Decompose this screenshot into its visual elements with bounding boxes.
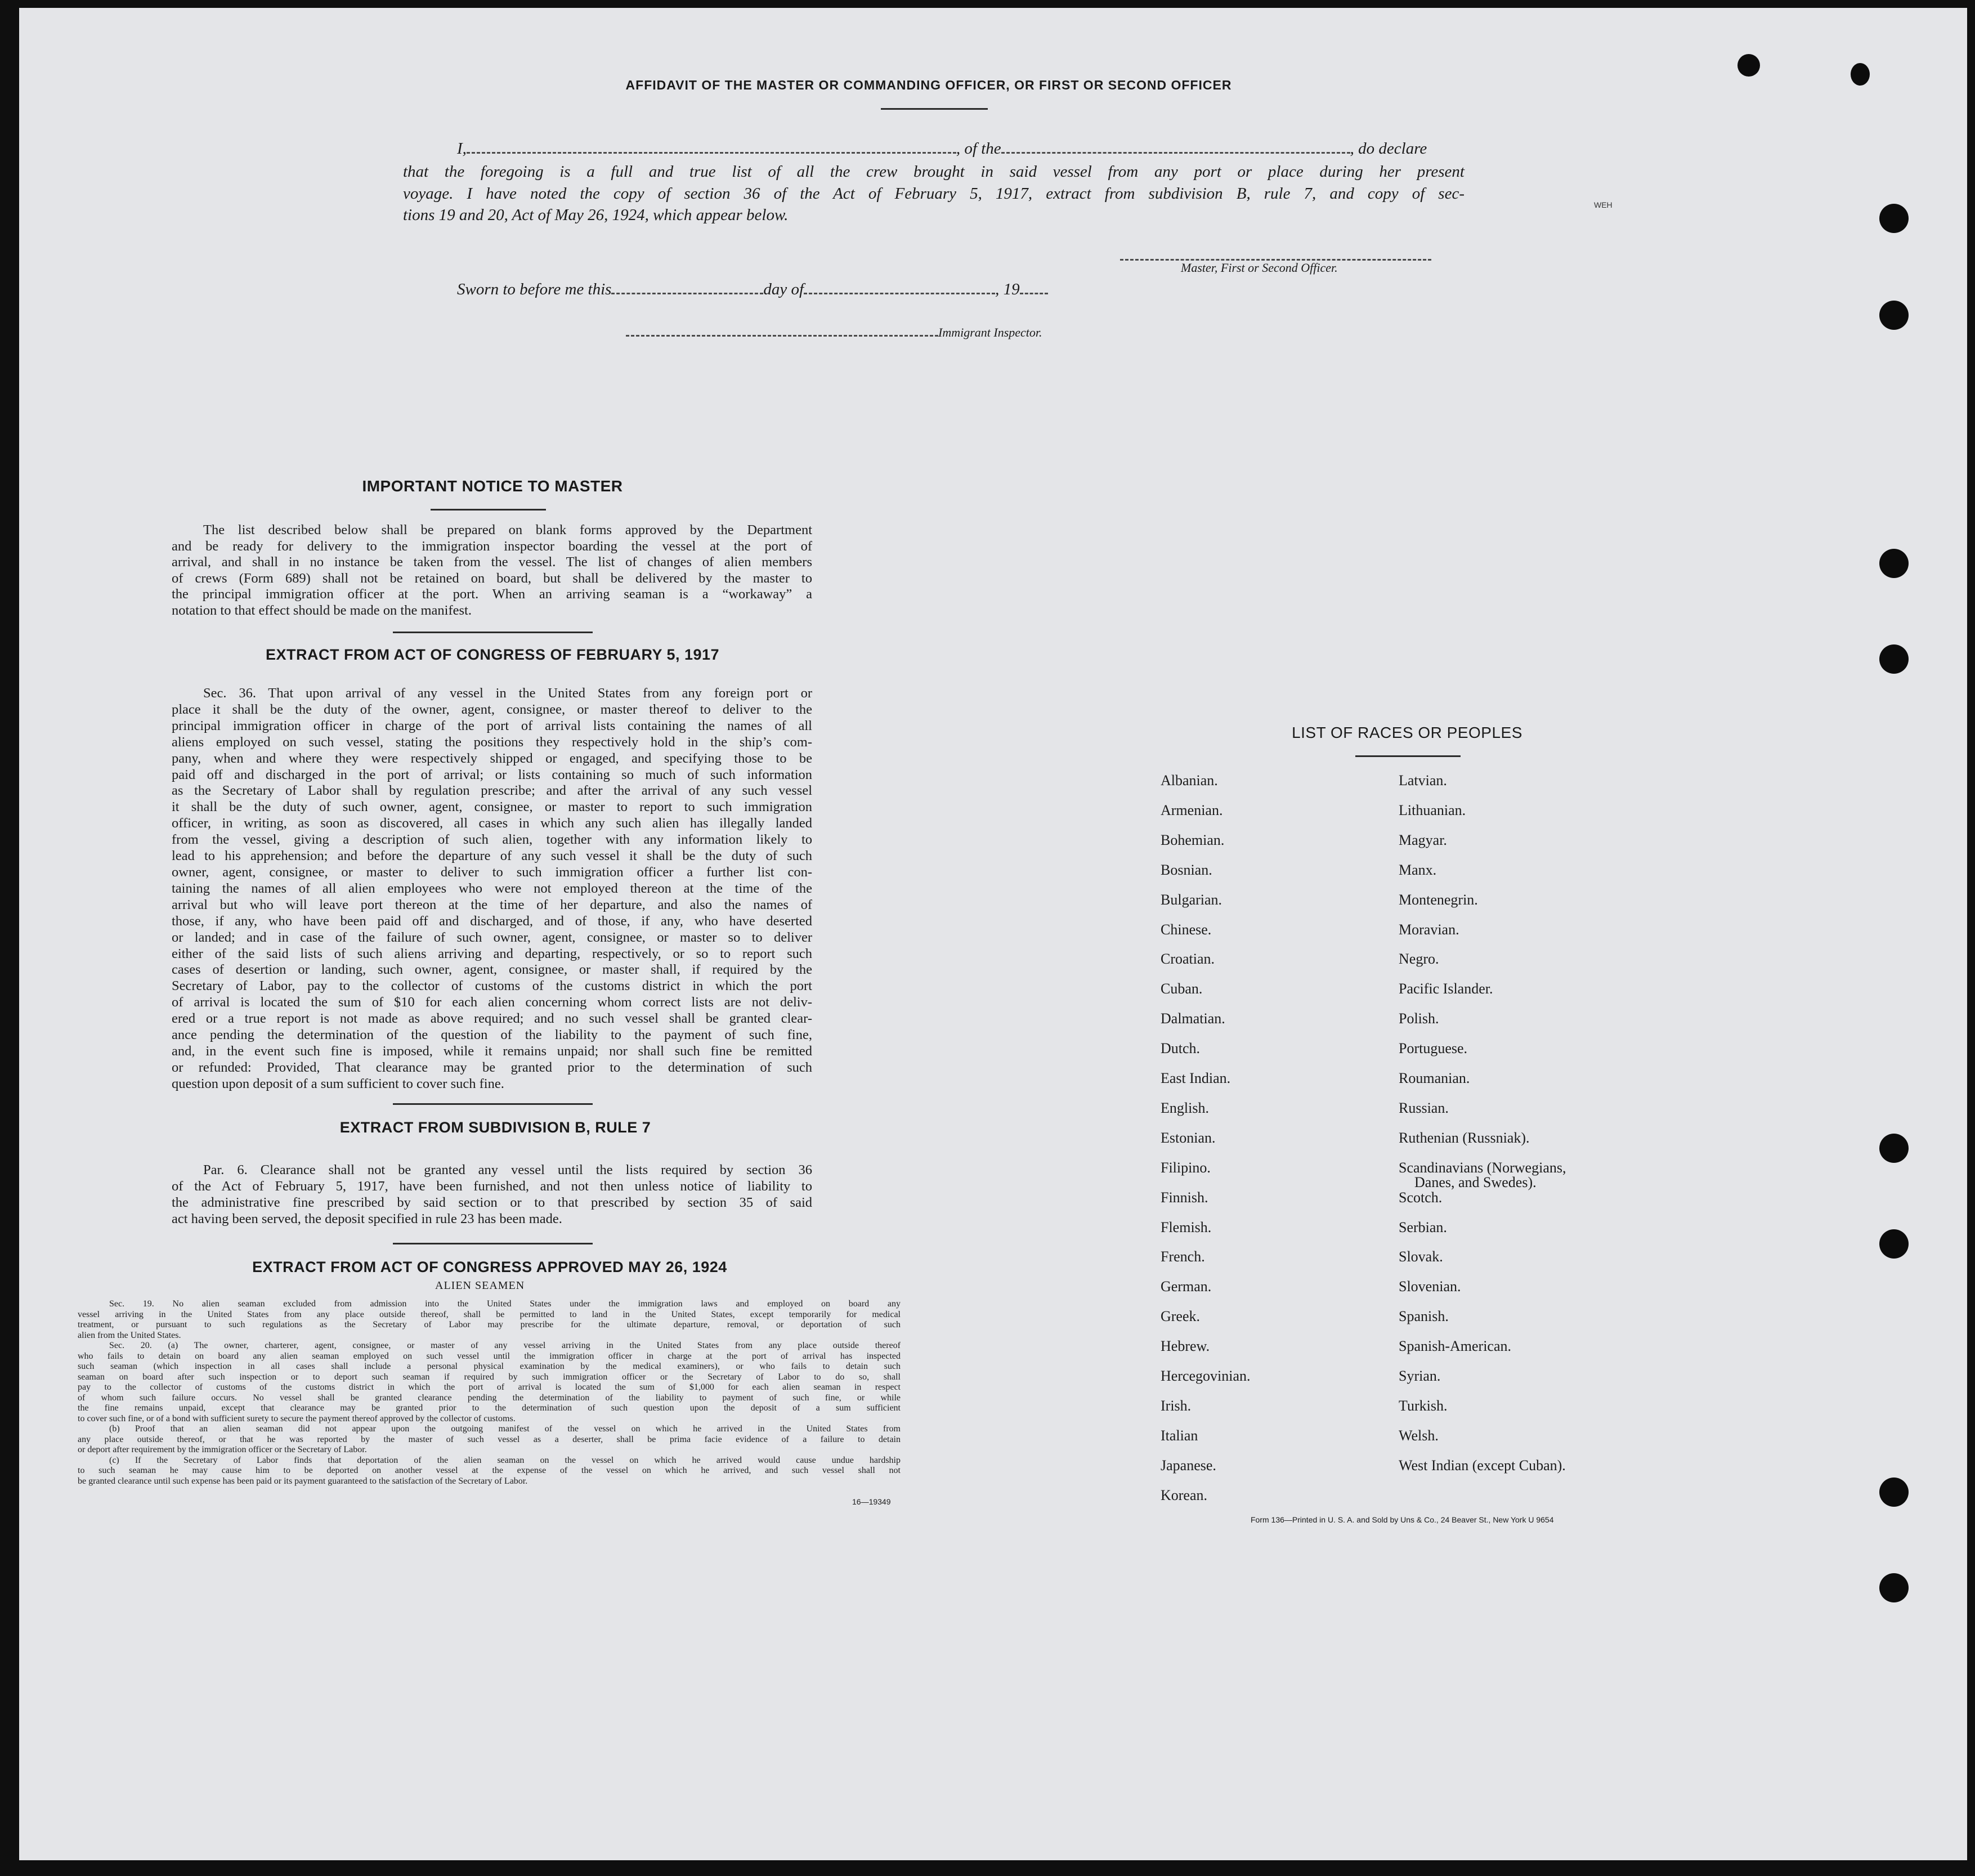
text-line: seaman on board after such inspection or to deport such seaman if required by such immigration officer or the Secretary of Labor to do so, shall xyxy=(78,1372,901,1382)
text-line: it shall be the duty of such owner, agent, consignee, or master to report to such immigration xyxy=(172,799,812,815)
text-line: any place outside thereof, or that he was reported by the master of such vessel as a deserter, shall be prima facie evidence of a failure to detain xyxy=(78,1434,901,1444)
extract-1917-end-rule xyxy=(393,1103,593,1105)
text-line: alien from the United States. xyxy=(78,1330,181,1340)
punch-hole xyxy=(1879,301,1909,330)
race-item: Cuban. xyxy=(1161,980,1203,997)
race-item: Dalmatian. xyxy=(1161,1010,1225,1027)
race-item: Slovenian. xyxy=(1399,1278,1461,1295)
text-line: notation to that effect should be made on the manifest. xyxy=(172,602,472,618)
race-item: Hercegovinian. xyxy=(1161,1368,1251,1384)
race-item: Korean. xyxy=(1161,1487,1208,1503)
race-item: Portuguese. xyxy=(1399,1040,1468,1057)
extract-rule7-title: EXTRACT FROM SUBDIVISION B, RULE 7 xyxy=(339,1119,651,1136)
scan-border-top xyxy=(0,0,1975,8)
text-line: pay to the collector of customs of the customs district in which the port of arrival is located the sum of $1,000 for each alien seaman in respect xyxy=(78,1382,901,1392)
extract-1917-title: EXTRACT FROM ACT OF CONGRESS OF FEBRUARY 5, 1917 xyxy=(265,646,720,663)
text-line: or deport after requirement by the immigration officer or the Secretary of Labor. xyxy=(78,1445,367,1454)
text-line: be granted clearance until such expense has been paid or its payment guaranteed to the satisfaction of the Secretary of Labor. xyxy=(78,1476,528,1486)
notice-rule xyxy=(431,509,546,511)
affidavit-body-line: tions 19 and 20, Act of May 26, 1924, which appear below. xyxy=(403,206,789,224)
affidavit-of-the: , of the xyxy=(956,140,1001,158)
text-line: the administrative fine prescribed by said section or to that prescribed by section 35 of said xyxy=(172,1195,812,1210)
race-item: Estonian. xyxy=(1161,1129,1216,1146)
punch-hole xyxy=(1737,54,1760,77)
extract-1924-code: 16—19349 xyxy=(852,1497,891,1506)
race-item: Irish. xyxy=(1161,1397,1192,1414)
master-signature-line xyxy=(1120,253,1431,261)
text-line: Sec. 19. No alien seaman excluded from admission into the United States under the immigration laws and employed on board any xyxy=(109,1299,901,1309)
text-line: (c) If the Secretary of Labor finds that deportation of the alien seaman on the vessel on which he arrived would cause undue hardship xyxy=(109,1455,901,1465)
text-line: and, in the event such fine is imposed, while it remains unpaid; nor shall such fine be remitted xyxy=(172,1043,812,1059)
race-item: Russian. xyxy=(1399,1099,1449,1116)
text-line: taining the names of all alien employees who were not employed thereon at the time of the xyxy=(172,880,812,896)
sworn-line xyxy=(457,280,1048,299)
race-item: Polish. xyxy=(1399,1010,1439,1027)
race-item: Turkish. xyxy=(1399,1397,1448,1414)
affidavit-title-rule xyxy=(881,108,988,110)
text-line: either of the said lists of such aliens arriving and departing, respectively, or so to report such xyxy=(172,946,812,961)
extract-1924-subtitle: ALIEN SEAMEN xyxy=(435,1279,525,1292)
race-item: Roumanian. xyxy=(1399,1070,1470,1086)
race-item: Manx. xyxy=(1399,861,1437,878)
extract-1924-text xyxy=(78,1299,901,1487)
notice-text xyxy=(172,522,812,619)
text-line: the fine remains unpaid, except that clearance may be granted prior to the determination of such question upon the deposit of a sum sufficient xyxy=(78,1403,901,1413)
text-line: from the vessel, giving a description of such alien, together with any information likely to xyxy=(172,832,812,848)
race-item: Albanian. xyxy=(1161,772,1218,789)
text-line: the principal immigration officer at the port. When an arriving seaman is a “workaway” a xyxy=(172,586,812,602)
text-line: those, if any, who have been paid off and discharged, and of those, if any, who have deserted xyxy=(172,913,812,929)
text-line: The list described below shall be prepared on blank forms approved by the Department xyxy=(203,522,812,538)
race-item: Welsh. xyxy=(1399,1427,1439,1444)
inspector-label: Immigrant Inspector. xyxy=(938,325,1042,339)
day-of-text: day of xyxy=(763,280,804,298)
text-line: Par. 6. Clearance shall not be granted any vessel until the lists required by section 36 xyxy=(203,1162,812,1177)
race-item: Bohemian. xyxy=(1161,831,1225,848)
race-item: Greek. xyxy=(1161,1308,1201,1325)
text-line: of crews (Form 689) shall not be retained on board, but shall be delivered by the master to xyxy=(172,570,812,586)
margin-mark: WEH xyxy=(1594,200,1613,209)
affidavit-title: AFFIDAVIT OF THE MASTER OR COMMANDING OFFICER, OR FIRST OR SECOND OFFICER xyxy=(625,78,1232,92)
vessel-blank xyxy=(1001,152,1350,154)
race-item: Pacific Islander. xyxy=(1399,980,1493,997)
race-item: Montenegrin. xyxy=(1399,891,1478,908)
race-item: Scotch. xyxy=(1399,1189,1443,1206)
text-line: officer, in writing, as soon as discovered, all cases in which any such alien has illegally landed xyxy=(172,816,812,831)
text-line: arrival but who will leave port thereon at the time of her departure, and also the names of xyxy=(172,897,812,912)
text-line: principal immigration officer in charge of the port of arrival lists containing the names of all xyxy=(172,718,812,733)
text-line: paid off and discharged in the port of arrival; or lists containing so much of such information xyxy=(172,767,812,782)
punch-hole xyxy=(1879,1477,1909,1507)
text-line: Secretary of Labor, pay to the collector of customs of the customs district in which the port xyxy=(172,978,812,994)
race-item: Armenian. xyxy=(1161,802,1223,818)
race-item: Magyar. xyxy=(1399,831,1447,848)
race-item: French. xyxy=(1161,1248,1205,1265)
affidavit-i: I, xyxy=(457,140,467,158)
text-line: who fails to detain on board any alien seaman employed on such vessel until the immigration officer in charge at the port of arrival has inspected xyxy=(78,1351,901,1361)
text-line: owner, agent, consignee, or master to deliver to such immigration officer a further list con- xyxy=(172,864,812,880)
race-item: Serbian. xyxy=(1399,1219,1447,1235)
text-line: arrival, and shall in no instance be taken from the vessel. The list of changes of alien members xyxy=(172,554,812,570)
affidavit-body-line: voyage. I have noted the copy of section 36 of the Act of February 5, 1917, extract from subdivision B, rule 7, and copy of sec- xyxy=(403,185,1465,203)
year-text: , 19 xyxy=(995,280,1020,298)
race-item: Chinese. xyxy=(1161,921,1212,938)
extract-rule7-text xyxy=(172,1162,812,1227)
text-line: vessel arriving in the United States from any place outside thereof, shall be permitted to land in the United States, except temporarily for medical xyxy=(78,1309,901,1319)
text-line: act having been served, the deposit specified in rule 23 has been made. xyxy=(172,1211,562,1226)
race-item: Filipino. xyxy=(1161,1159,1211,1176)
text-line: treatment, or pursuant to such regulations as the Secretary of Labor may prescribe for the ultimate departure, removal, or deportation of such xyxy=(78,1320,901,1329)
punch-hole xyxy=(1879,204,1909,233)
race-item: Finnish. xyxy=(1161,1189,1208,1206)
text-line: and be ready for delivery to the immigration inspector boarding the vessel at the port of xyxy=(172,538,812,554)
race-item: Syrian. xyxy=(1399,1368,1441,1384)
extract-rule7-end-rule xyxy=(393,1243,593,1244)
text-line: Sec. 36. That upon arrival of any vessel in the United States from any foreign port or xyxy=(203,686,812,701)
race-item: West Indian (except Cuban). xyxy=(1399,1457,1566,1474)
text-line: pany, when and where they were respectively shipped or engaged, and specifying those to be xyxy=(172,750,812,766)
text-line: place it shall be the duty of the owner, agent, consignee, or master thereof to deliver to the xyxy=(172,701,812,717)
punch-hole xyxy=(1879,1229,1909,1259)
text-line: as the Secretary of Labor shall by regulation prescribe; and after the arrival of any such vessel xyxy=(172,783,812,799)
text-line: or landed; and in case of the failure of such owner, agent, consignee, or master so to deliver xyxy=(172,929,812,945)
punch-hole xyxy=(1879,1134,1909,1163)
inspector-blank xyxy=(626,335,938,337)
text-line: of the Act of February 5, 1917, have been furnished, and not then unless notice of liability to xyxy=(172,1179,812,1194)
text-line: aliens employed on such vessel, stating the positions they respectively hold in the ship’s com- xyxy=(172,734,812,750)
race-item: Japanese. xyxy=(1161,1457,1216,1474)
affidavit-declaration-line xyxy=(457,140,1427,158)
races-title: LIST OF RACES OR PEOPLES xyxy=(1292,724,1522,741)
race-item: Ruthenian (Russniak). xyxy=(1399,1129,1530,1146)
race-item: East Indian. xyxy=(1161,1070,1231,1086)
year-blank xyxy=(1020,293,1048,294)
scan-border-right xyxy=(1967,0,1975,1876)
punch-hole xyxy=(1879,1573,1909,1602)
text-line: cases of desertion or landing, such owner, agent, consignee, or master shall, if required by the xyxy=(172,962,812,978)
text-line: to cover such fine, or of a bond with sufficient surety to secure the payment thereof approved by the collector of customs. xyxy=(78,1413,516,1423)
race-item: Croatian. xyxy=(1161,951,1215,968)
text-line: Sec. 20. (a) The owner, charterer, agent, consignee, or master of any vessel arriving in the United States from any place outside thereof xyxy=(109,1341,901,1350)
scan-border-left xyxy=(0,0,19,1876)
month-blank xyxy=(804,293,995,294)
text-line: of arrival is located the sum of $10 for each alien concerning whom correct lists are not deliv- xyxy=(172,995,812,1010)
race-item: Lithuanian. xyxy=(1399,802,1466,818)
affidavit-body-line: that the foregoing is a full and true list of all the crew brought in said vessel from any port or place during her present xyxy=(403,163,1465,181)
race-item: Moravian. xyxy=(1399,921,1459,938)
master-signature-label: Master, First or Second Officer. xyxy=(1181,261,1338,275)
race-item: Italian xyxy=(1161,1427,1198,1444)
races-rule xyxy=(1355,755,1461,757)
extract-1924-title: EXTRACT FROM ACT OF CONGRESS APPROVED MAY 26, 1924 xyxy=(252,1259,727,1275)
punch-hole xyxy=(1879,644,1909,674)
race-item: Bulgarian. xyxy=(1161,891,1222,908)
race-item: Scandinavians (Norwegians, xyxy=(1399,1159,1566,1176)
scan-border-bottom xyxy=(0,1860,1975,1876)
race-item: Spanish. xyxy=(1399,1308,1449,1325)
race-item: Negro. xyxy=(1399,951,1439,968)
race-item: Flemish. xyxy=(1161,1219,1212,1235)
text-line: ered or a true report is not made as above required; and no such vessel shall be granted clear- xyxy=(172,1011,812,1027)
race-item: Danes, and Swedes). xyxy=(1414,1174,1537,1190)
race-item: Slovak. xyxy=(1399,1248,1443,1265)
text-line: to such seaman he may cause him to be deported on another vessel at the expense of the vessel on which he arrived, and such vessel shall not xyxy=(78,1466,901,1475)
text-line: ance pending the determination of the question of the liability to the payment of such fine, xyxy=(172,1027,812,1043)
name-blank xyxy=(467,152,956,154)
text-line: of whom such failure occurs. No vessel shall be granted clearance pending the determination of the liability to payment of such fine, or while xyxy=(78,1393,901,1403)
text-line: or refunded: Provided, That clearance may be granted prior to the determination of such xyxy=(172,1059,812,1075)
race-item: Latvian. xyxy=(1399,772,1447,789)
form-footer: Form 136—Printed in U. S. A. and Sold by Uns & Co., 24 Beaver St., New York U 9654 xyxy=(1251,1515,1554,1524)
race-item: Hebrew. xyxy=(1161,1338,1210,1355)
text-line: lead to his apprehension; and before the departure of any such vessel it shall be the duty of such xyxy=(172,848,812,864)
sworn-text: Sworn to before me this xyxy=(457,280,612,298)
punch-hole xyxy=(1851,63,1870,86)
text-line: question upon deposit of a sum sufficient to cover such fine. xyxy=(172,1076,504,1091)
race-item: Dutch. xyxy=(1161,1040,1201,1057)
text-line: (b) Proof that an alien seaman did not appear upon the outgoing manifest of the vessel on which he arrived in the United States from xyxy=(109,1424,901,1434)
race-item: Spanish-American. xyxy=(1399,1338,1512,1355)
inspector-line xyxy=(626,325,1042,340)
race-item: German. xyxy=(1161,1278,1212,1295)
notice-title: IMPORTANT NOTICE TO MASTER xyxy=(362,477,623,495)
extract-1917-text xyxy=(172,686,812,1093)
race-item: English. xyxy=(1161,1099,1209,1116)
notice-end-rule xyxy=(393,632,593,633)
punch-hole xyxy=(1879,549,1909,578)
text-line: such seaman (which inspection in all cases shall include a personal physical examination by the medical examiners), or who fails to detain such xyxy=(78,1362,901,1371)
race-item: Bosnian. xyxy=(1161,861,1212,878)
affidavit-declare: , do declare xyxy=(1350,140,1427,158)
day-blank xyxy=(611,293,763,294)
